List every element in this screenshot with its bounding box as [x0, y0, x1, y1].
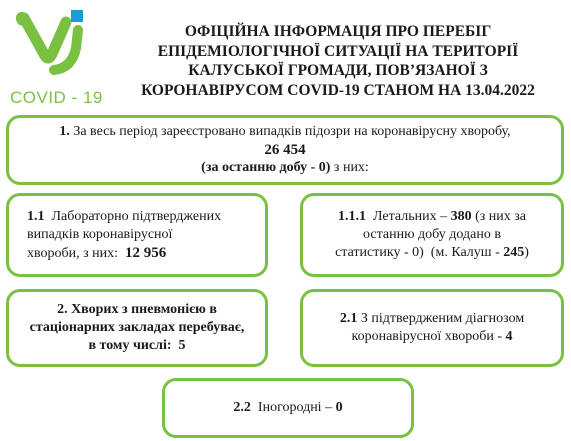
non-residents-label: Іногородні –	[250, 400, 336, 415]
last-day-value: (за останню добу - 0)	[201, 160, 331, 175]
item-label: За весь період зареєстровано випадків підозри на коронавірусну хворобу,	[69, 124, 511, 139]
confirmed-diagnosis-value: 4	[505, 329, 513, 344]
of-them-label: з них:	[330, 160, 369, 175]
pneumonia-line1: 2. Хворих з пневмонією в	[57, 302, 217, 317]
confirmed-diagnosis-line1: З підтвердженим діагнозом	[357, 311, 525, 326]
non-residents-box	[162, 378, 414, 438]
lab-confirmed-box	[6, 193, 268, 277]
lab-confirmed-label: Лабораторно підтверджених	[44, 208, 222, 224]
kalush-fatal-value: 245	[503, 245, 525, 260]
non-residents-value: 0	[335, 400, 343, 415]
confirmed-diagnosis-box	[300, 289, 564, 367]
fatal-line2: останню добу додано в	[363, 227, 501, 242]
covid-v-logo-icon	[14, 8, 94, 86]
total-suspected-value: 26 454	[264, 142, 306, 158]
non-residents-text	[233, 399, 342, 417]
pneumonia-value: 5	[178, 338, 186, 353]
lab-confirmed-line2: випадків коронавірусної	[27, 226, 173, 242]
pneumonia-text	[30, 301, 245, 355]
logo-dot	[71, 10, 83, 22]
page-title	[112, 22, 564, 100]
covid-logo	[6, 6, 102, 110]
fatal-value: 380	[450, 209, 472, 224]
item-number: 1.	[59, 124, 70, 139]
lab-confirmed-text	[27, 208, 221, 263]
item-number: 2.1	[339, 311, 358, 326]
item-number: 1.1.1	[337, 209, 366, 224]
title-line: ОФІЦІЙНА ІНФОРМАЦІЯ ПРО ПЕРЕБІГ	[184, 23, 492, 40]
fatal-line3: статистику - 0) (м. Калуш -	[335, 245, 504, 260]
fatal-label: Летальних –	[365, 209, 451, 224]
confirmed-diagnosis-text	[340, 310, 524, 346]
pneumonia-box	[6, 289, 268, 367]
lab-confirmed-line3: хвороби, з них:	[27, 245, 126, 261]
pneumonia-line2: стаціонарних закладах перебуває,	[29, 320, 245, 335]
fatal-cases-text	[335, 208, 529, 262]
item-number: 2.2	[233, 400, 251, 415]
logo-text: COVID - 19	[10, 88, 103, 107]
fatal-cases-box	[300, 193, 564, 277]
title-line: КАЛУСЬКОЇ ГРОМАДИ, ПОВ’ЯЗАНОЇ З	[188, 62, 488, 79]
fatal-line1-rest: (з них за	[471, 209, 527, 224]
last-day-text	[201, 159, 369, 177]
pneumonia-line3: в тому числі:	[88, 338, 179, 353]
title-line: ЕПІДЕМІОЛОГІЧНОЇ СИТУАЦІЇ НА ТЕРИТОРІЇ	[157, 42, 519, 60]
lab-confirmed-value: 12 956	[125, 244, 167, 261]
fatal-line3-end: )	[524, 245, 529, 260]
confirmed-diagnosis-line2: коронавірусної хвороби -	[351, 329, 506, 344]
total-suspected-box	[6, 115, 564, 185]
title-line: КОРОНАВІРУСОМ COVID-19 СТАНОМ НА 13.04.2022	[141, 81, 535, 99]
item-number: 1.1	[27, 208, 45, 224]
total-suspected-text	[59, 123, 510, 141]
